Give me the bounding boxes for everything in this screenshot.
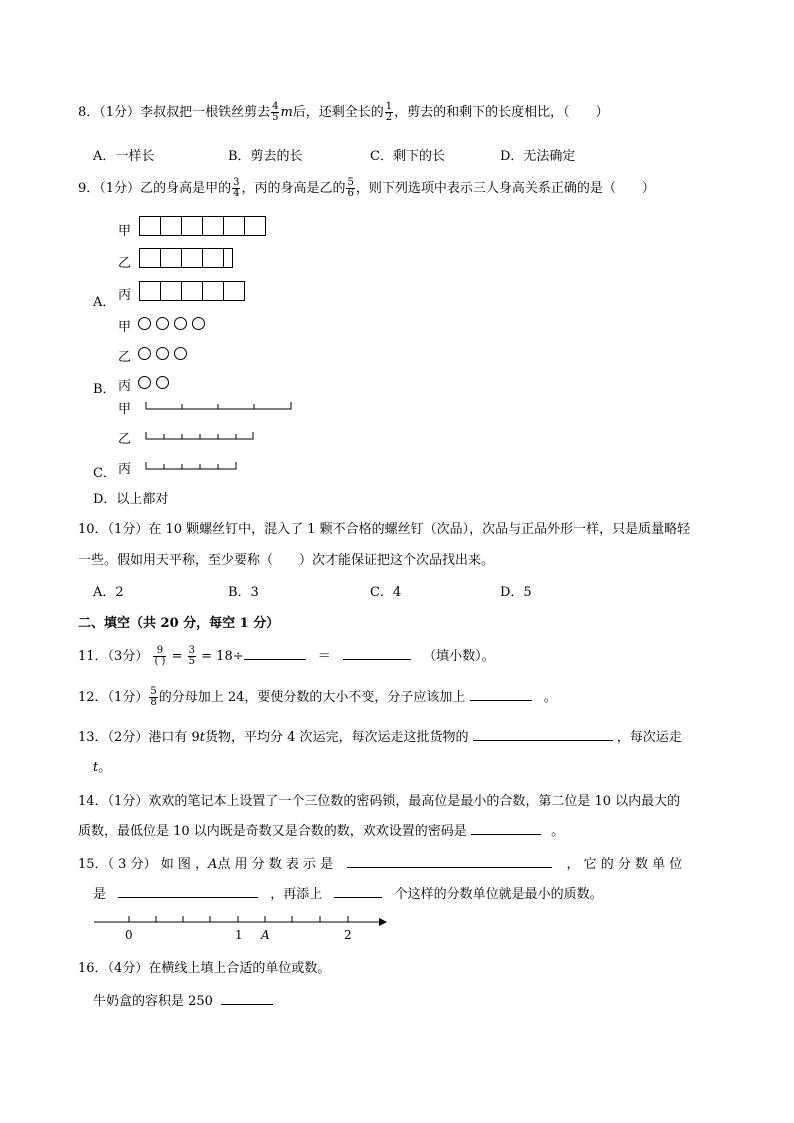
fraction: $\frac{4}{5}$ — [272, 101, 279, 123]
label-yi: 乙 — [118, 432, 132, 447]
fraction: $\frac{3}{4}$ — [233, 177, 240, 199]
label-jia: 甲 — [118, 320, 132, 335]
q8-stem: 8．（1分）李叔叔把一根铁丝剪去 $\frac{4}{5}$ m后，还剩全长的 $\frac{1}{2}$ ，剪去的和剩下的长度相比，（ ） — [78, 101, 609, 123]
jia-segment-bar — [145, 398, 295, 412]
label-yi: 乙 — [118, 350, 132, 365]
yi-circles — [138, 346, 192, 361]
bing-circles — [138, 375, 174, 390]
answer-blank[interactable] — [244, 647, 306, 660]
fraction: $\frac{9}{( )}$ — [154, 645, 166, 667]
label-jia: 甲 — [118, 402, 132, 417]
q13-line1: 13．（2分）港口有 9t货物，平均分 4 次运完，每次运走这批货物的 ，每次运走 — [78, 730, 682, 745]
bing-box-bar — [140, 281, 245, 301]
q8-option-c[interactable]: C．剩下的长 — [370, 149, 445, 164]
q14-line2: 质数，最低位是 10 以内既是奇数又是合数的数，欢欢设置的密码是 。 — [78, 824, 565, 839]
fraction: $\frac{5}{6}$ — [347, 177, 354, 199]
q12-stem: 12．（1分） $\frac{5}{8}$ 的分母加上 24，要使分数的大小不变，分子应该加上 。 — [78, 686, 557, 708]
answer-blank[interactable] — [118, 885, 258, 898]
number-line — [92, 912, 392, 944]
q9-option-c[interactable]: C． — [93, 466, 116, 481]
q10-option-a[interactable]: A．2 — [93, 585, 124, 600]
q9-option-a[interactable]: A． — [93, 295, 116, 310]
q9-stem: 9．（1分）乙的身高是甲的 $\frac{3}{4}$ ，丙的身高是乙的 $\frac{5}{6}$ ，则下列选项中表示三人身高关系正确的是（ ） — [78, 177, 655, 199]
q16-line1: 16．（4分）在横线上填上合适的单位或数。 — [78, 961, 331, 976]
tick-1: 1 — [235, 928, 243, 942]
tick-0: 0 — [125, 928, 133, 942]
fraction: $\frac{1}{2}$ — [385, 101, 393, 123]
q9-option-d[interactable]: D．以上都对 — [93, 492, 169, 507]
answer-blank[interactable] — [347, 855, 552, 868]
q8-option-a[interactable]: A．一样长 — [93, 149, 155, 164]
answer-blank[interactable] — [470, 688, 532, 701]
q16-line2: 牛奶盒的容积是 250 — [93, 990, 273, 1009]
q8-option-b[interactable]: B．剪去的长 — [228, 149, 303, 164]
jia-box-bar — [140, 216, 266, 236]
q10-line2: 一些。假如用天平称，至少要称（ ）次才能保证把这个次品找出来。 — [78, 553, 495, 568]
answer-blank[interactable] — [473, 728, 613, 741]
bing-segment-bar — [145, 458, 240, 472]
yi-segment-bar — [145, 428, 257, 442]
label-bing: 丙 — [118, 379, 132, 394]
q9-option-b[interactable]: B． — [93, 382, 116, 397]
answer-blank[interactable] — [334, 885, 382, 898]
q15-line2: 是 ，再添上 个这样的分数单位就是最小的质数。 — [93, 887, 603, 902]
q15-line1: 15．（ 3 分） 如 图 ，A点 用 分 数 表 示 是 ， 它 的 分 数 单 位 — [78, 857, 683, 872]
yi-box-bar — [140, 248, 233, 268]
fraction: $\frac{5}{8}$ — [150, 686, 157, 708]
answer-blank[interactable] — [221, 992, 273, 1005]
section-heading: 二、填空（共 20 分，每空 1 分） — [78, 616, 280, 631]
label-jia: 甲 — [118, 224, 132, 239]
fraction: $\frac{3}{5}$ — [188, 645, 196, 667]
q10-option-b[interactable]: B．3 — [228, 585, 259, 600]
label-bing: 丙 — [118, 288, 132, 303]
q11-stem: 11．（3分） $\frac{9}{( )}$ = $\frac{3}{5}$ = 18÷ ＝ （填小数）。 — [78, 645, 495, 667]
q10-option-c[interactable]: C．4 — [370, 585, 402, 600]
answer-blank[interactable] — [471, 822, 541, 835]
label-bing: 丙 — [118, 462, 132, 477]
label-yi: 乙 — [118, 256, 132, 271]
q14-line1: 14．（1分）欢欢的笔记本上设置了一个三位数的密码锁，最高位是最小的合数，第二位是 10 以内最大的 — [78, 794, 681, 809]
tick-2: 2 — [344, 928, 352, 942]
q13-line2: t。 — [93, 760, 112, 775]
answer-blank[interactable] — [343, 647, 411, 660]
q10-option-d[interactable]: D．5 — [500, 585, 532, 600]
tick-a: A — [261, 928, 270, 942]
q10-line1: 10．（1分）在 10 颗螺丝钉中，混入了 1 颗不合格的螺丝钉（次品），次品与正品外形一样，只是质量略轻 — [78, 522, 691, 537]
q8-option-d[interactable]: D．无法确定 — [500, 149, 576, 164]
jia-circles — [138, 316, 210, 331]
